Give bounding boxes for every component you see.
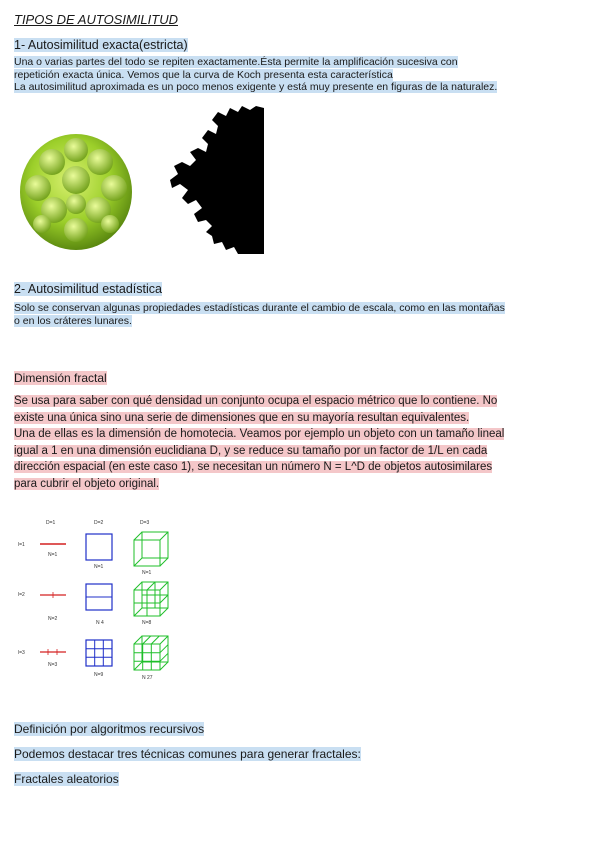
text-line: La autosimilitud aproximada es un poco menos exigente y está muy presente en figuras de la naturalez. — [14, 81, 498, 93]
col-label: D=2 — [94, 520, 104, 526]
section-statistical-heading: 2- Autosimilitud estadística — [14, 282, 162, 296]
col-label: D=1 — [46, 520, 56, 526]
text-line: existe una única sino una serie de dimensiones que en su mayoría resultan equivalentes. — [14, 411, 470, 424]
text-line: Una de ellas es la dimensión de homotecia. Veamos por ejemplo un objeto con un tamaño lineal — [14, 428, 505, 440]
section-statistical-text — [14, 302, 505, 327]
line-label: N=1 — [48, 552, 58, 558]
text-line: o en los cráteres lunares. — [14, 314, 132, 327]
line-label: N=2 — [48, 616, 58, 622]
text-line: Se usa para saber con qué densidad un conjunto ocupa el espacio métrico que lo contiene. No — [14, 395, 498, 407]
square-label: N=9 — [94, 672, 104, 678]
text-line: repetición exacta única. Vemos que la curva de Koch presenta esta característica — [14, 68, 393, 81]
text-line: igual a 1 en una dimensión euclidiana D, y se reduce su tamaño por un factor de 1/L en cada — [14, 444, 488, 457]
section-fractal-dimension-heading: Dimensión fractal — [14, 371, 107, 385]
random-fractals-heading: Fractales aleatorios — [14, 772, 119, 786]
row-label: l=1 — [18, 542, 25, 548]
koch-curve-image — [168, 104, 268, 256]
square-label: N=1 — [94, 564, 104, 570]
col-label: D=3 — [140, 520, 150, 526]
section-recursive-heading: Definición por algoritmos recursivos — [14, 722, 205, 736]
homothety-dimension-diagram — [16, 516, 186, 686]
text-line: Solo se conservan algunas propiedades estadísticas durante el cambio de escala, como en las montañas — [14, 302, 505, 314]
section-recursive-text: Podemos destacar tres técnicas comunes para generar fractales: — [14, 747, 361, 761]
cube-label: N 27 — [142, 675, 153, 681]
row-label: l=2 — [18, 592, 25, 598]
section-exact-heading: 1- Autosimilitud exacta(estricta) — [14, 38, 188, 52]
cube-label: N=1 — [142, 570, 152, 576]
text-line: para cubrir el objeto original. — [14, 477, 160, 490]
romanesco-image — [14, 120, 164, 260]
square-label: N 4 — [96, 620, 104, 626]
page-title: TIPOS DE AUTOSIMILITUD — [14, 12, 178, 27]
section-exact-text — [14, 56, 497, 94]
cube-label: N=8 — [142, 620, 152, 626]
line-label: N=3 — [48, 662, 58, 668]
section-fractal-dimension-text — [14, 393, 504, 492]
text-line: Una o varias partes del todo se repiten exactamente.Ésta permite la amplificación sucesiva con — [14, 56, 458, 68]
text-line: dirección espacial (en este caso 1), se necesitan un número N = L^D de objetos autosimilares — [14, 461, 493, 473]
row-label: l=3 — [18, 650, 25, 656]
